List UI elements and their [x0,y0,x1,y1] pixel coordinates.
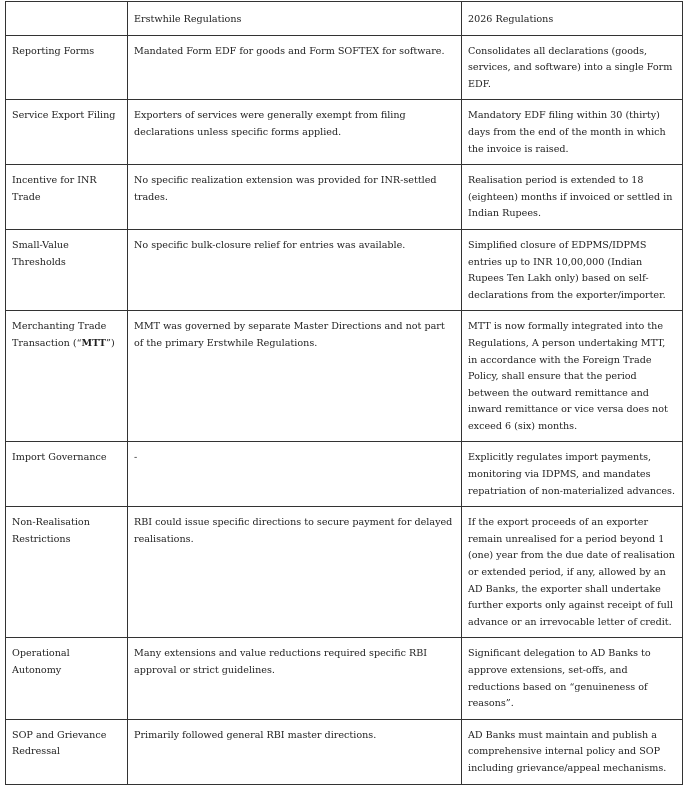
row-topic: Small-Value Thresholds [6,229,128,310]
table-row [6,311,683,442]
table-row [6,35,683,100]
row-2026: Significant delegation to AD Banks to approve extensions, set-offs, and reductions based on “genuineness of reasons”. [462,638,683,719]
header-erstwhile: Erstwhile Regulations [128,2,462,36]
row-erstwhile: MMT was governed by separate Master Directions and not part of the primary Erstwhile Regulations. [128,311,462,442]
row-2026 [462,507,683,638]
row-erstwhile: No specific bulk-closure relief for entries was available. [128,229,462,310]
row-erstwhile: - [128,442,462,507]
row-2026: Explicitly regulates import payments, monitoring via IDPMS, and mandates repatriation of non-materialized advances. [462,442,683,507]
row-2026: Realisation period is extended to 18 (eighteen) months if invoiced or settled in Indian Rupees. [462,165,683,230]
row-erstwhile: RBI could issue specific directions to secure payment for delayed realisations. [128,507,462,638]
row-topic: Non-Realisation Restrictions [6,507,128,638]
row-topic [6,311,128,442]
row-topic: Reporting Forms [6,35,128,100]
table-row [6,229,683,310]
row-topic: Operational Autonomy [6,638,128,719]
header-topic [6,2,128,36]
row-2026-line: If the export proceeds of an exporter remain unrealised for a period beyond 1 (one) year from the due date of realisation or extended period, if any, allowed by an [468,517,675,579]
row-2026: Mandatory EDF filing within 30 (thirty) days from the end of the month in which the invoice is raised. [462,100,683,165]
row-erstwhile: Many extensions and value reductions required specific RBI approval or strict guidelines. [128,638,462,719]
table-row [6,100,683,165]
row-2026-line: advance or an irrevocable letter of credit. [468,616,672,628]
table-row [6,507,683,638]
row-topic-suffix: ”) [106,337,115,349]
regulations-comparison-table [5,1,683,785]
table-header-row [6,2,683,36]
row-topic: Import Governance [6,442,128,507]
row-2026-line: AD Banks, the exporter shall undertake further exports only against receipt of full [468,583,673,612]
row-topic: Service Export Filing [6,100,128,165]
row-erstwhile: No specific realization extension was provided for INR-settled trades. [128,165,462,230]
row-topic-prefix: Merchanting Trade Transaction (“ [12,321,107,349]
row-erstwhile: Mandated Form EDF for goods and Form SOFTEX for software. [128,35,462,100]
row-2026: Simplified closure of EDPMS/IDPMS entries up to INR 10,00,000 (Indian Rupees Ten Lakh only) based on self-declarations from the exporter/importer. [462,229,683,310]
row-topic-bold: MTT [81,337,107,349]
row-2026: MTT is now formally integrated into the Regulations, A person undertaking MTT, in accordance with the Foreign Trade Policy, shall ensure that the period between the outward remittance and inward remittance or vice versa does not exceed 6 (six) months. [462,311,683,442]
table-row [6,638,683,719]
header-2026: 2026 Regulations [462,2,683,36]
row-2026: AD Banks must maintain and publish a comprehensive internal policy and SOP including grievance/appeal mechanisms. [462,719,683,784]
table-row [6,165,683,230]
table-row [6,442,683,507]
row-erstwhile: Exporters of services were generally exempt from filing declarations unless specific forms applied. [128,100,462,165]
row-topic: Incentive for INR Trade [6,165,128,230]
table-row [6,719,683,784]
row-erstwhile: Primarily followed general RBI master directions. [128,719,462,784]
row-2026: Consolidates all declarations (goods, services, and software) into a single Form EDF. [462,35,683,100]
row-topic: SOP and Grievance Redressal [6,719,128,784]
